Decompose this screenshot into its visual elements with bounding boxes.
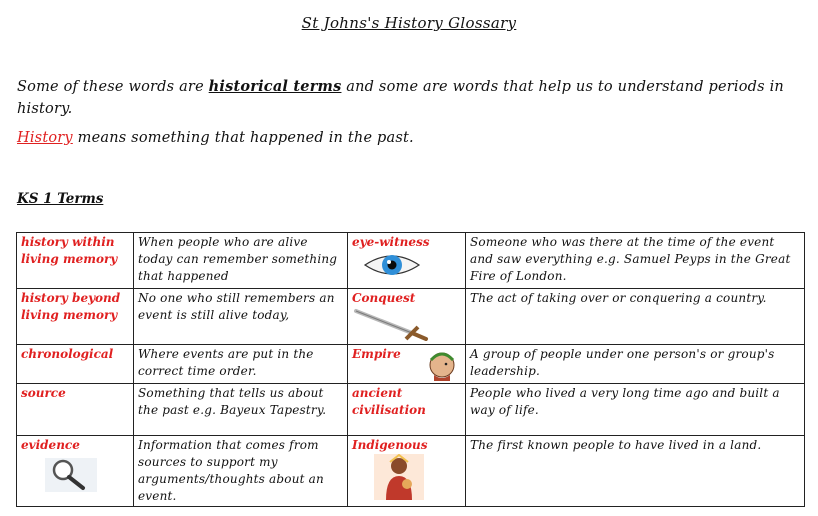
definition-cell: Something that tells us about the past e.g. Bayeux Tapestry. bbox=[134, 384, 348, 436]
glossary-table bbox=[16, 232, 805, 507]
term-cell: ancient civilisation bbox=[348, 384, 466, 436]
definition-cell: The first known people to have lived in a land. bbox=[466, 436, 805, 507]
term-label: Conquest bbox=[352, 291, 416, 305]
term-cell bbox=[348, 289, 466, 345]
page-title: St Johns's History Glossary bbox=[301, 14, 517, 32]
table-row bbox=[17, 436, 805, 507]
history-word: History bbox=[17, 130, 73, 146]
intro-text-start: Some of these words are bbox=[17, 79, 209, 95]
intro-emphasis: historical terms bbox=[208, 78, 342, 95]
term-cell bbox=[348, 233, 466, 289]
term-label: evidence bbox=[21, 438, 80, 452]
sword-icon bbox=[352, 307, 432, 341]
term-cell: history within living memory bbox=[17, 233, 134, 289]
term-label: Empire bbox=[352, 347, 401, 361]
history-definition bbox=[17, 130, 797, 146]
definition-cell: A group of people under one person's or group's leadership. bbox=[466, 345, 805, 384]
indigenous-person-icon bbox=[374, 454, 424, 500]
definition-cell: The act of taking over or conquering a country. bbox=[466, 289, 805, 345]
section-heading: KS 1 Terms bbox=[17, 191, 104, 207]
definition-cell: Information that comes from sources to support my arguments/thoughts about an event. bbox=[134, 436, 348, 507]
term-cell: chronological bbox=[17, 345, 134, 384]
term-label: Indigenous bbox=[352, 438, 428, 452]
table-row bbox=[17, 233, 805, 289]
intro-paragraph bbox=[17, 76, 797, 120]
eye-icon bbox=[362, 251, 422, 279]
term-label: eye-witness bbox=[352, 235, 430, 249]
table-row bbox=[17, 384, 805, 436]
definition-cell: Where events are put in the correct time order. bbox=[134, 345, 348, 384]
history-definition-text: means something that happened in the past. bbox=[72, 130, 414, 146]
term-cell bbox=[348, 345, 466, 384]
intro-text-end: and some are words that help us to understand periods in history. bbox=[17, 79, 784, 117]
definition-cell: People who lived a very long time ago and built a way of life. bbox=[466, 384, 805, 436]
table-row bbox=[17, 345, 805, 384]
table-row bbox=[17, 289, 805, 345]
definition-cell: Someone who was there at the time of the event and saw everything e.g. Samuel Peyps in the Great Fire of London. bbox=[466, 233, 805, 289]
term-cell: source bbox=[17, 384, 134, 436]
magnifying-glass-icon bbox=[43, 454, 99, 494]
definition-cell: When people who are alive today can remember something that happened bbox=[134, 233, 348, 289]
definition-cell: No one who still remembers an event is still alive today, bbox=[134, 289, 348, 345]
emperor-head-icon bbox=[425, 347, 459, 381]
term-cell bbox=[348, 436, 466, 507]
term-cell bbox=[17, 436, 134, 507]
term-cell: history beyond living memory bbox=[17, 289, 134, 345]
